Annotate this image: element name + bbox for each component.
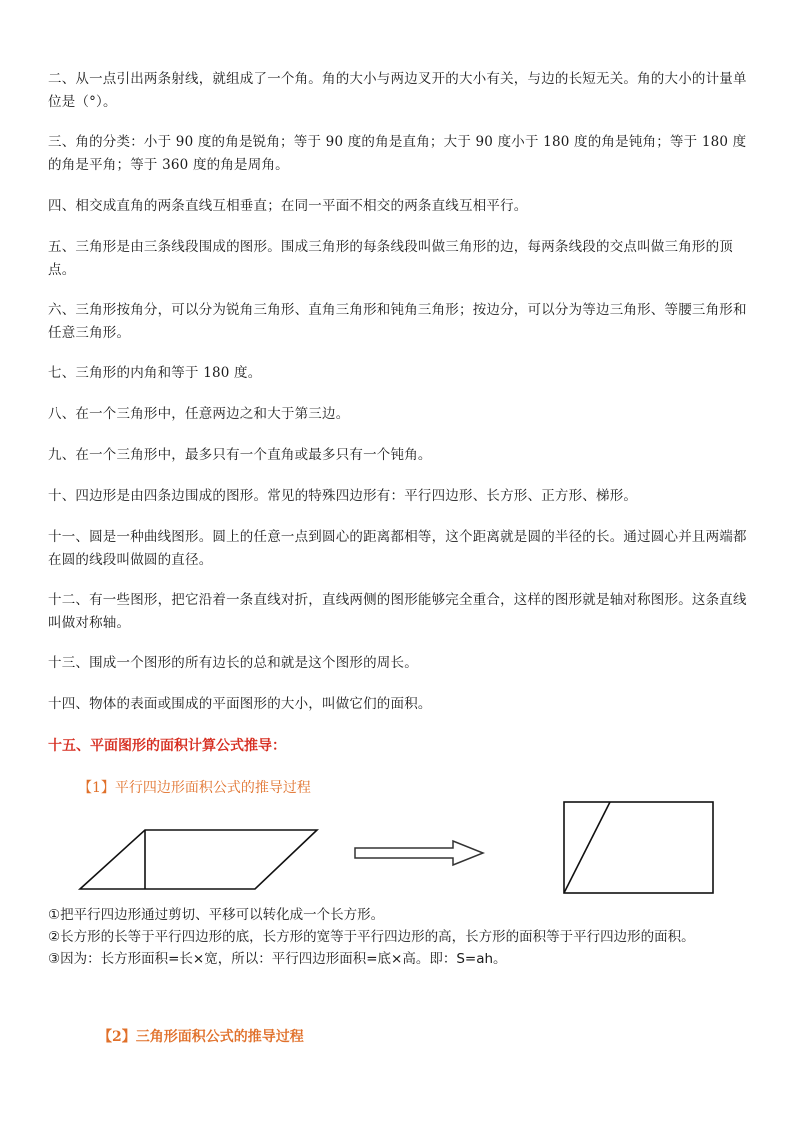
- step-2: ②长方形的长等于平行四边形的底，长方形的宽等于平行四边形的高，长方形的面积等于平行四边形的面积。: [48, 929, 695, 945]
- derivation-steps: [48, 904, 748, 970]
- paragraph-14: 十四、物体的表面或围成的平面图形的大小，叫做它们的面积。: [48, 696, 432, 712]
- paragraph-7: 七、三角形的内角和等于 180 度。: [48, 365, 262, 381]
- paragraph-13: 十三、围成一个图形的所有边长的总和就是这个图形的周长。: [48, 655, 418, 671]
- paragraph-10: 十、四边形是由四条边围成的图形。常见的特殊四边形有：平行四边形、长方形、正方形、梯形。: [48, 488, 638, 504]
- paragraph-9: 九、在一个三角形中，最多只有一个直角或最多只有一个钝角。: [48, 447, 432, 463]
- step-1: ①把平行四边形通过剪切、平移可以转化成一个长方形。: [48, 907, 385, 923]
- paragraph-6: 六、三角形按角分，可以分为锐角三角形、直角三角形和钝角三角形；按边分，可以分为等边三角形、等腰三角形和任意三角形。: [48, 302, 747, 341]
- paragraph-12: 十二、有一些图形，把它沿着一条直线对折，直线两侧的图形能够完全重合，这样的图形就是轴对称图形。这条直线叫做对称轴。: [48, 592, 747, 631]
- paragraph-5: 五、三角形是由三条线段围成的图形。围成三角形的每条线段叫做三角形的边，每两条线段的交点叫做三角形的顶点。: [48, 239, 733, 278]
- subheading-triangle: 【2】三角形面积公式的推导过程: [98, 1029, 304, 1045]
- paragraph-3: 三、角的分类：小于 90 度的角是锐角；等于 90 度的角是直角；大于 90 度小于 180 度的角是钝角；等于 180 度的角是平角；等于 360 度的角是周角。: [48, 134, 747, 173]
- parallelogram-shape: [80, 830, 317, 889]
- rectangle-cut-line: [564, 802, 610, 893]
- paragraph-11: 十一、圆是一种曲线图形。圆上的任意一点到圆心的距离都相等，这个距离就是圆的半径的长。通过圆心并且两端都在圆的线段叫做圆的直径。: [48, 529, 747, 568]
- subheading-parallelogram: 【1】平行四边形面积公式的推导过程: [78, 780, 311, 796]
- arrow-right-icon: [355, 840, 485, 866]
- parallelogram-diagram: [80, 828, 320, 890]
- paragraph-2: 二、从一点引出两条射线，就组成了一个角。角的大小与两边叉开的大小有关，与边的长短无关。角的大小的计量单位是（°）。: [48, 71, 747, 110]
- paragraph-4: 四、相交成直角的两条直线互相垂直；在同一平面不相交的两条直线互相平行。: [48, 198, 528, 214]
- paragraph-8: 八、在一个三角形中，任意两边之和大于第三边。: [48, 406, 350, 422]
- step-3: ③因为：长方形面积=长×宽，所以：平行四边形面积=底×高。即：S=ah。: [48, 951, 507, 967]
- rectangle-diagram: [563, 801, 715, 895]
- section-15-heading: 十五、平面图形的面积计算公式推导：: [48, 738, 286, 754]
